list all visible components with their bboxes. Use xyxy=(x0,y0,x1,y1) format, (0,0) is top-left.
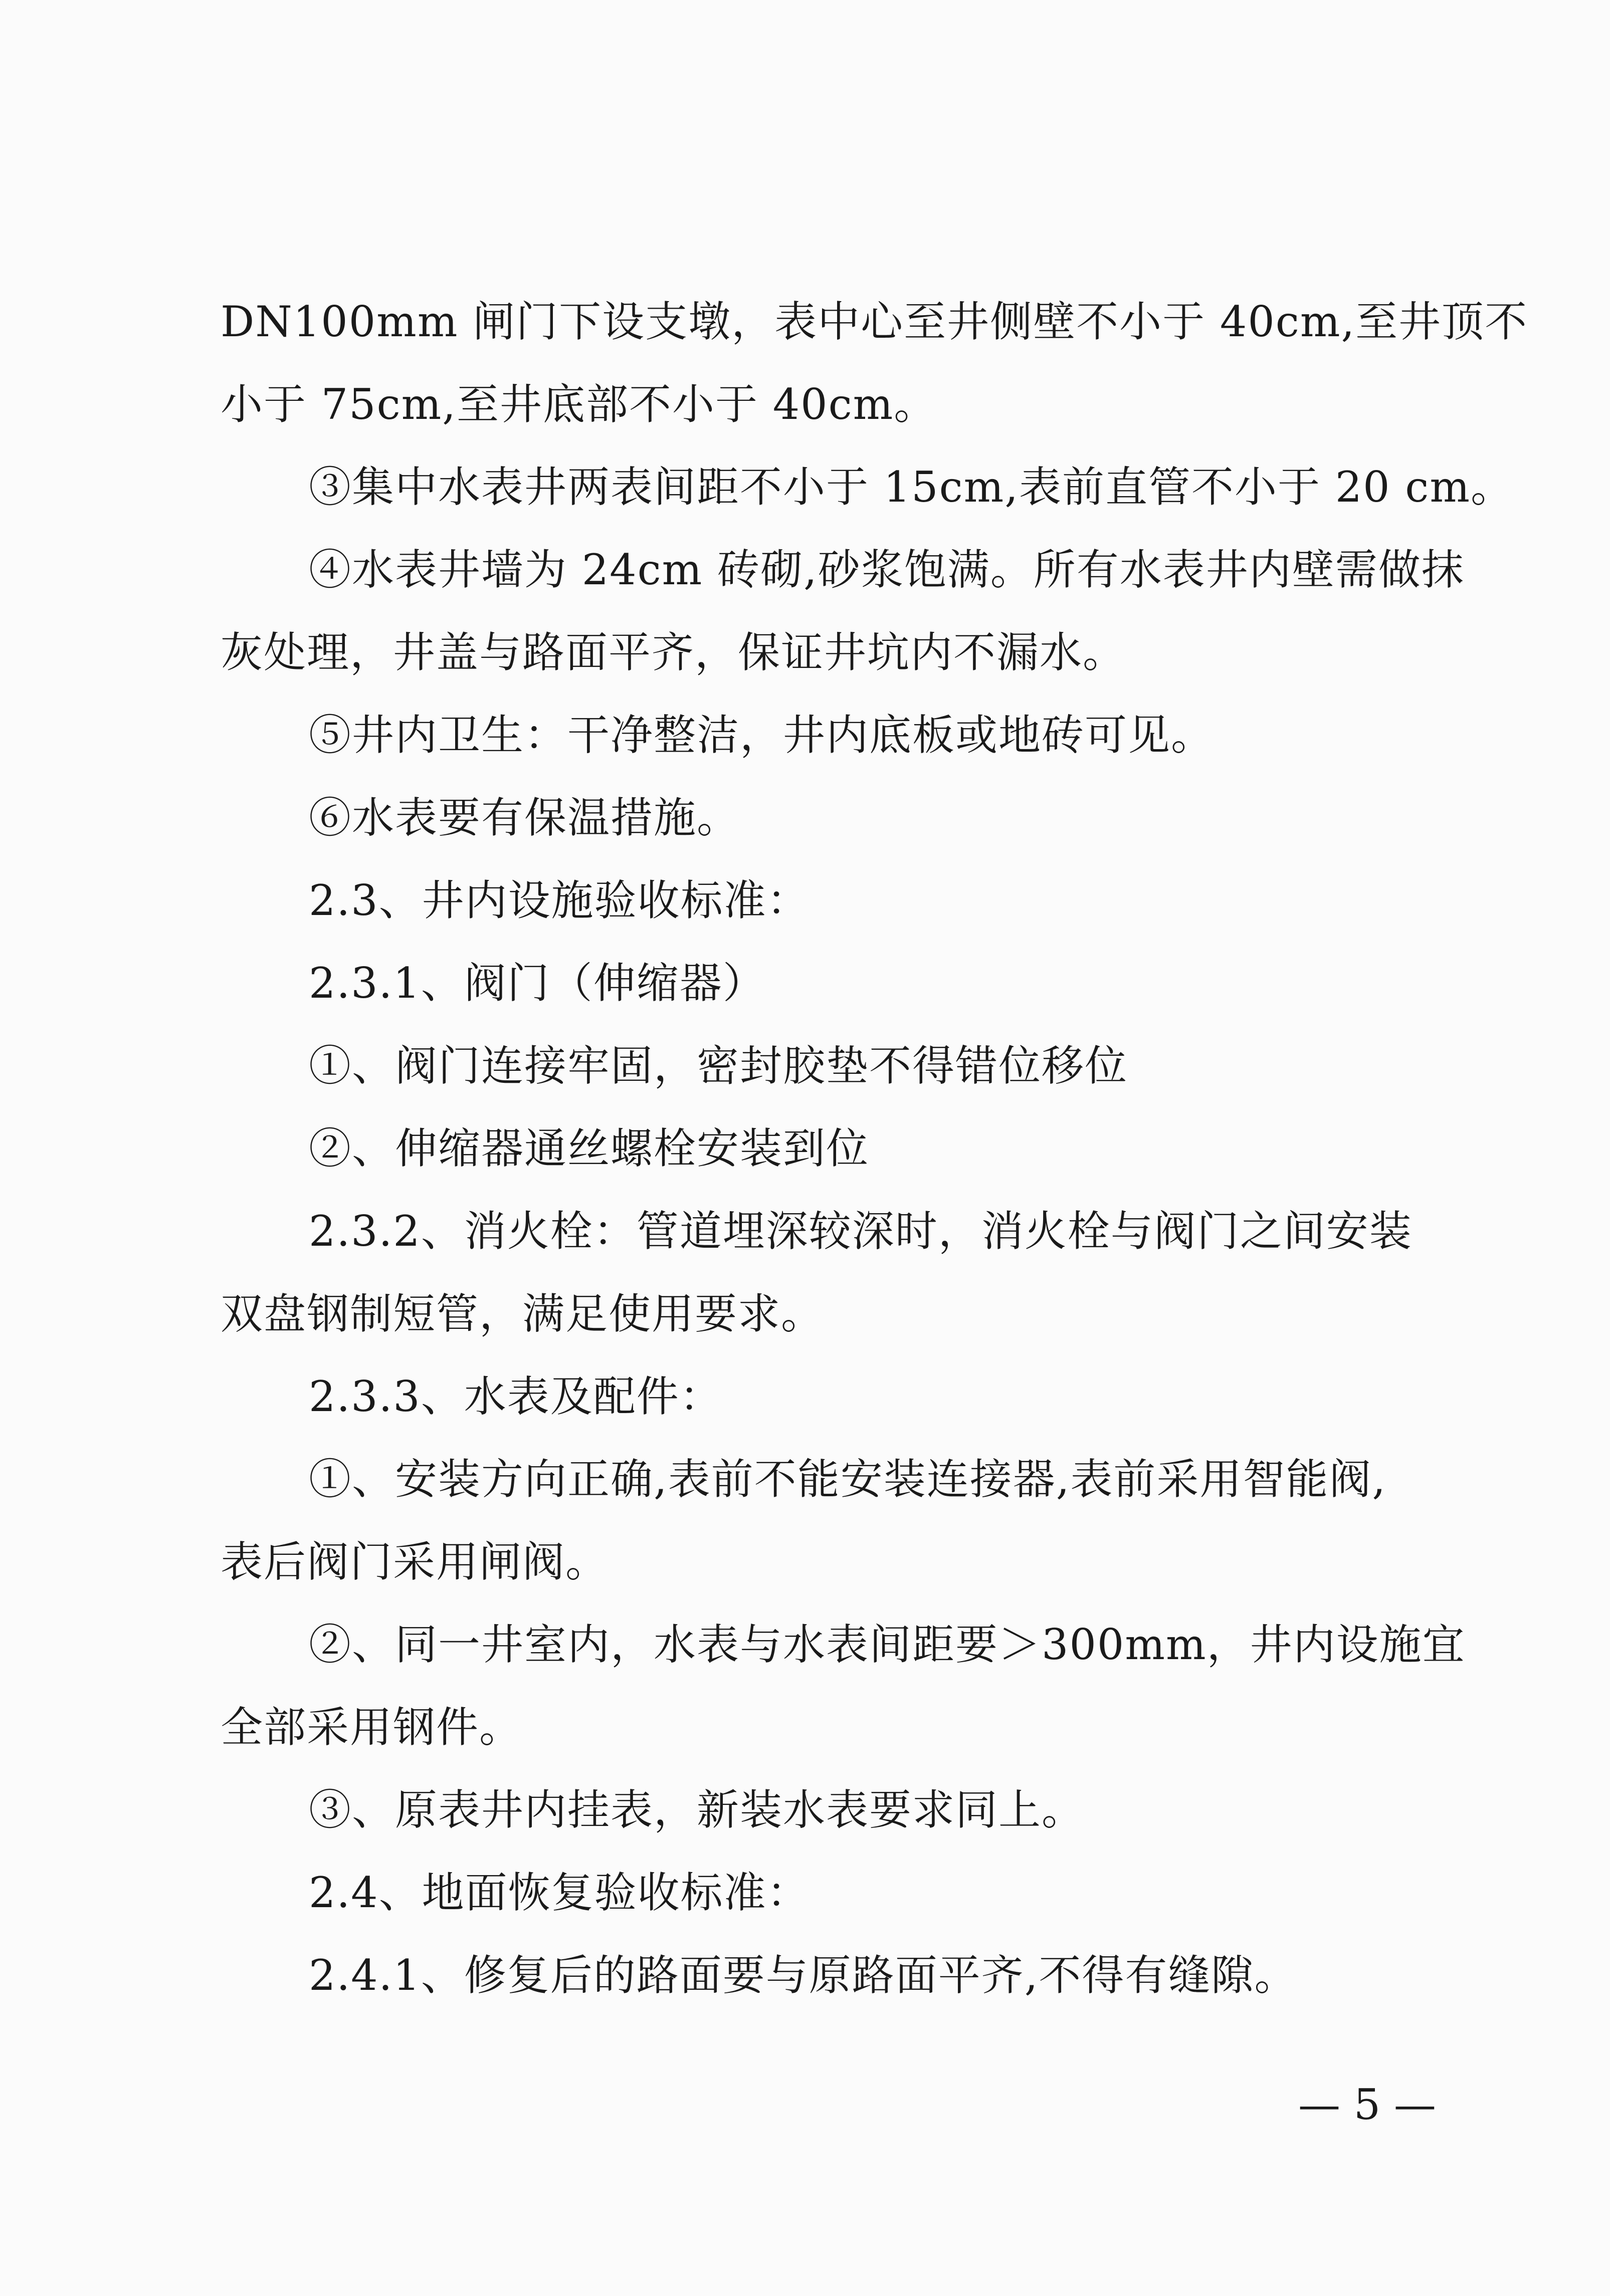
subsection-heading: 2.3.2、消火栓：管道埋深较深时，消火栓与阀门之间安装 xyxy=(309,1207,1413,1256)
text-line: ①、安装方向正确,表前不能安装连接器,表前采用智能阀, xyxy=(309,1455,1387,1504)
text-line: ④水表井墙为 24cm 砖砌,砂浆饱满。所有水表井内壁需做抹 xyxy=(309,545,1465,594)
text-line: ⑥水表要有保温措施。 xyxy=(309,793,740,842)
text-line: ①、阀门连接牢固，密封胶垫不得错位移位 xyxy=(309,1041,1128,1090)
text-line: ②、伸缩器通丝螺栓安装到位 xyxy=(309,1124,870,1173)
text-line: DN100mm 闸门下设支墩，表中心至井侧壁不小于 40cm,至井顶不 xyxy=(221,297,1528,346)
text-line: 小于 75cm,至井底部不小于 40cm。 xyxy=(221,380,937,429)
text-line: ②、同一井室内，水表与水表间距要＞300mm，井内设施宜 xyxy=(309,1620,1466,1669)
text-line: 双盘钢制短管，满足使用要求。 xyxy=(221,1289,825,1338)
subsection-heading: 2.3.3、水表及配件： xyxy=(309,1372,723,1421)
subsection-heading: 2.4.1、修复后的路面要与原路面平齐,不得有缝隙。 xyxy=(309,1951,1298,2000)
section-heading: 2.3、井内设施验收标准： xyxy=(309,876,810,925)
section-heading: 2.4、地面恢复验收标准： xyxy=(309,1868,810,1917)
text-line: ③集中水表井两表间距不小于 15cm,表前直管不小于 20 cm。 xyxy=(309,463,1514,512)
text-line: ③、原表井内挂表，新装水表要求同上。 xyxy=(309,1785,1085,1834)
page-number: — 5 — xyxy=(1298,2080,1436,2129)
text-line: 全部采用钢件。 xyxy=(221,1703,523,1752)
text-line: 灰处理，井盖与路面平齐，保证井坑内不漏水。 xyxy=(221,628,1126,677)
document-body xyxy=(221,281,1528,2017)
subsection-heading: 2.3.1、阀门（伸缩器） xyxy=(309,959,766,1008)
text-line: ⑤井内卫生：干净整洁，井内底板或地砖可见。 xyxy=(309,711,1215,760)
text-line: 表后阀门采用闸阀。 xyxy=(221,1537,609,1586)
